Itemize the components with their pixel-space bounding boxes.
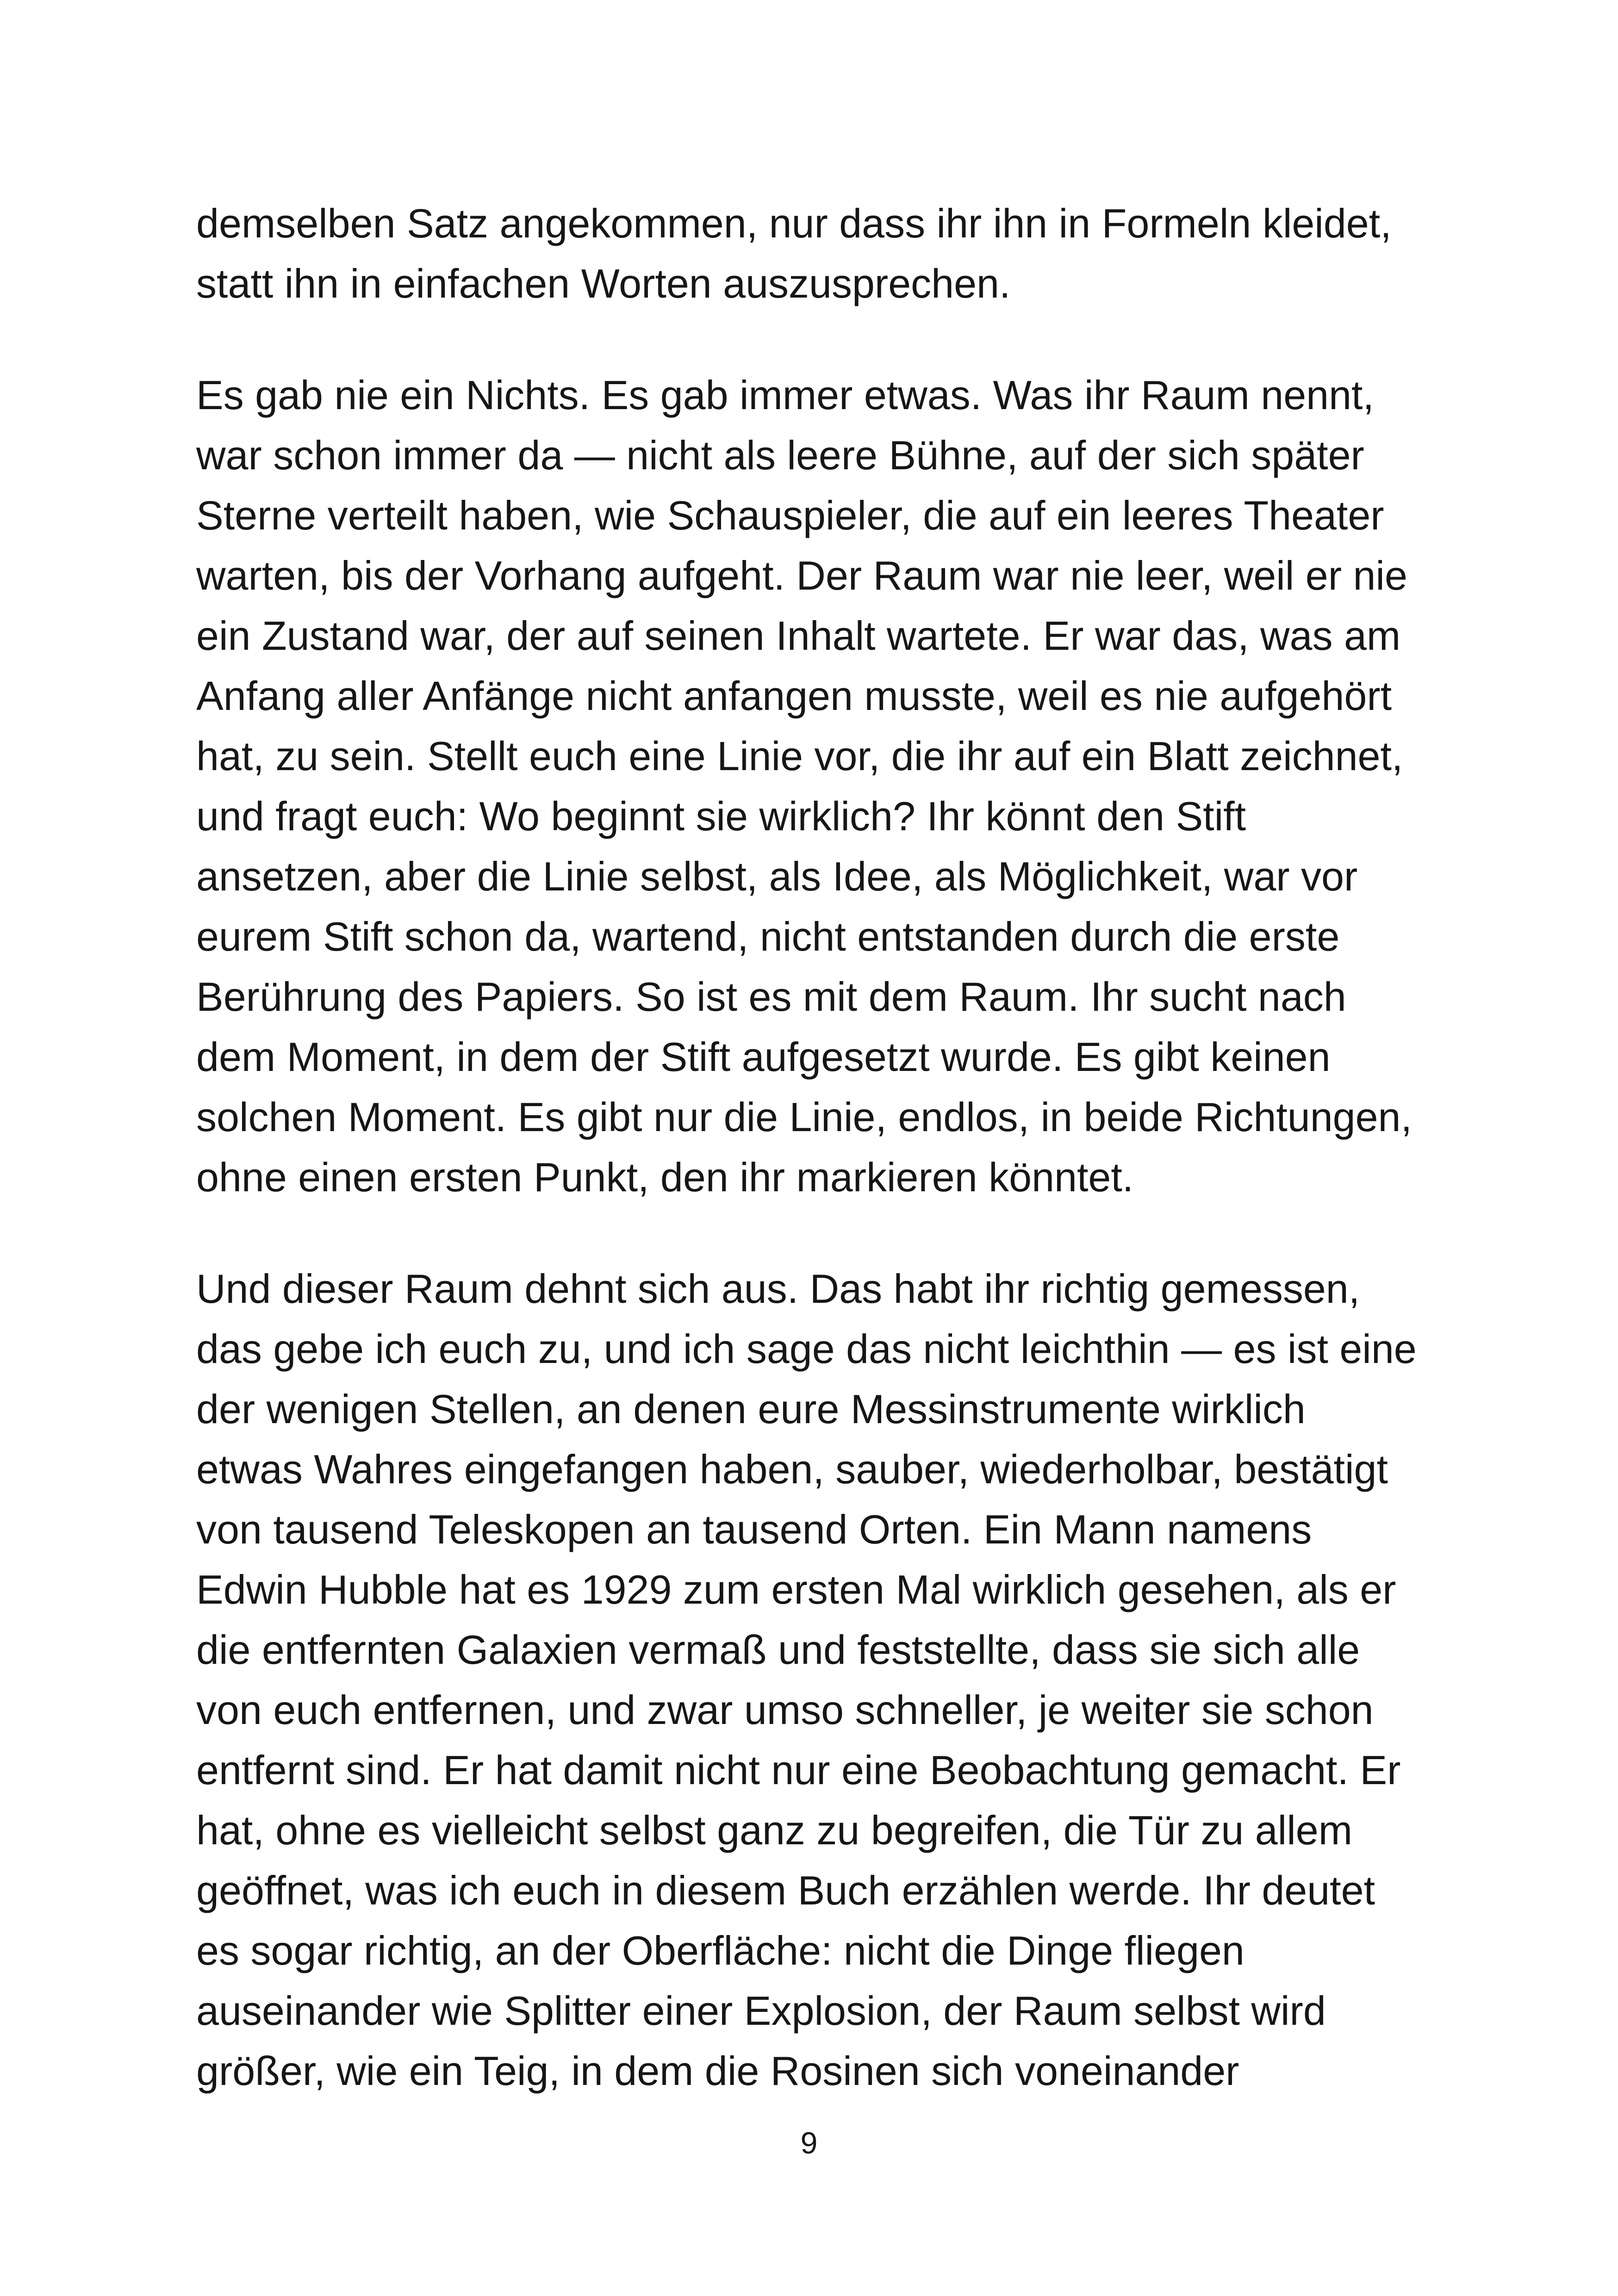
paragraph (196, 365, 1474, 1207)
text-line: das gebe ich euch zu, und ich sage das nicht leichthin — es ist eine (196, 1326, 1417, 1372)
text-line: eurem Stift schon da, wartend, nicht entstanden durch die erste (196, 914, 1340, 959)
text-line: demselben Satz angekommen, nur dass ihr ihn in Formeln kleidet, (196, 200, 1392, 246)
text-line: solchen Moment. Es gibt nur die Linie, endlos, in beide Richtungen, (196, 1094, 1412, 1140)
text-line: statt ihn in einfachen Worten auszusprechen. (196, 261, 1011, 306)
text-line: Es gab nie ein Nichts. Es gab immer etwas. Was ihr Raum nennt, (196, 372, 1374, 418)
text-line: geöffnet, was ich euch in diesem Buch erzählen werde. Ihr deutet (196, 1867, 1375, 1913)
text-line: Edwin Hubble hat es 1929 zum ersten Mal wirklich gesehen, als er (196, 1567, 1396, 1612)
text-line: der wenigen Stellen, an denen eure Messinstrumente wirklich (196, 1386, 1306, 1432)
text-line: größer, wie ein Teig, in dem die Rosinen sich voneinander (196, 2048, 1239, 2094)
body-text (196, 193, 1474, 2101)
text-line: hat, zu sein. Stellt euch eine Linie vor, die ihr auf ein Blatt zeichnet, (196, 733, 1403, 779)
text-line: Und dieser Raum dehnt sich aus. Das habt ihr richtig gemessen, (196, 1266, 1360, 1312)
text-line: warten, bis der Vorhang aufgeht. Der Raum war nie leer, weil er nie (196, 553, 1407, 598)
text-line: Berührung des Papiers. So ist es mit dem Raum. Ihr sucht nach (196, 974, 1346, 1020)
text-line: und fragt euch: Wo beginnt sie wirklich? Ihr könnt den Stift (196, 793, 1246, 839)
text-line: ein Zustand war, der auf seinen Inhalt wartete. Er war das, was am (196, 613, 1401, 659)
text-line: auseinander wie Splitter einer Explosion, der Raum selbst wird (196, 1988, 1326, 2034)
paragraph (196, 1259, 1474, 2101)
text-line: ohne einen ersten Punkt, den ihr markieren könntet. (196, 1154, 1134, 1200)
text-line: dem Moment, in dem der Stift aufgesetzt wurde. Es gibt keinen (196, 1034, 1331, 1080)
text-line: ansetzen, aber die Linie selbst, als Idee, als Möglichkeit, war vor (196, 853, 1358, 899)
text-line: die entfernten Galaxien vermaß und feststellte, dass sie sich alle (196, 1627, 1360, 1673)
text-line: es sogar richtig, an der Oberfläche: nicht die Dinge fliegen (196, 1928, 1245, 1973)
text-line: von euch entfernen, und zwar umso schneller, je weiter sie schon (196, 1687, 1374, 1733)
paragraph (196, 193, 1474, 314)
text-line: hat, ohne es vielleicht selbst ganz zu begreifen, die Tür zu allem (196, 1807, 1353, 1853)
text-line: war schon immer da — nicht als leere Bühne, auf der sich später (196, 432, 1364, 478)
text-line: von tausend Teleskopen an tausend Orten. Ein Mann namens (196, 1506, 1312, 1552)
text-line: Sterne verteilt haben, wie Schauspieler, die auf ein leeres Theater (196, 492, 1384, 538)
page-number: 9 (800, 2126, 818, 2160)
text-line: Anfang aller Anfänge nicht anfangen musste, weil es nie aufgehört (196, 673, 1392, 719)
text-line: entfernt sind. Er hat damit nicht nur eine Beobachtung gemacht. Er (196, 1747, 1401, 1793)
text-line: etwas Wahres eingefangen haben, sauber, wiederholbar, bestätigt (196, 1446, 1388, 1492)
